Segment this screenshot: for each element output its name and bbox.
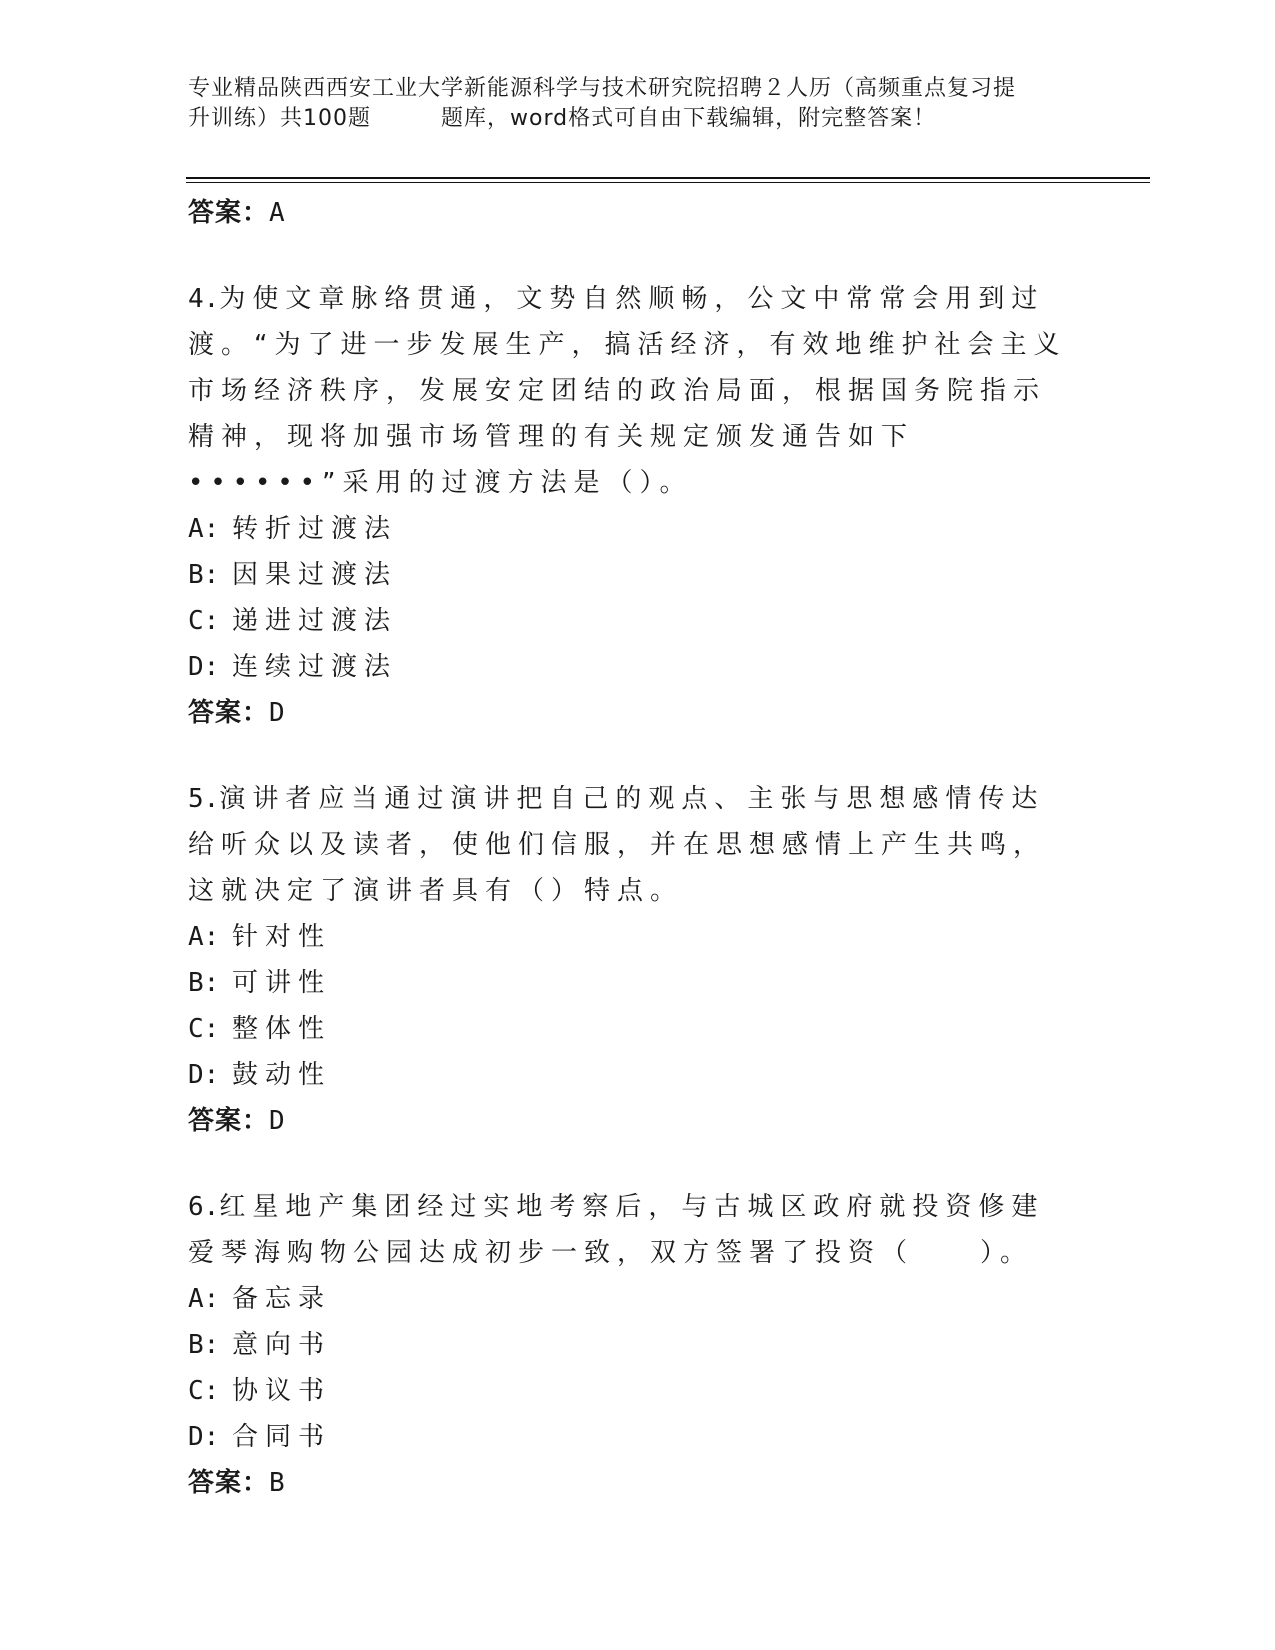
option-key: D: xyxy=(188,1060,220,1090)
option-text: 意向书 xyxy=(232,1330,332,1360)
answer-line xyxy=(188,1460,1068,1506)
option-text: 备忘录 xyxy=(232,1284,332,1314)
option-c xyxy=(188,598,1068,644)
answer-value: B xyxy=(269,1468,286,1498)
answer-line xyxy=(188,690,1068,736)
option-text: 递进过渡法 xyxy=(232,606,398,636)
option-key: B: xyxy=(188,1330,220,1360)
question-number: 5. xyxy=(188,784,220,814)
option-c xyxy=(188,1368,1068,1414)
answer-label: 答案： xyxy=(188,698,270,728)
question-number: 4. xyxy=(188,284,220,314)
option-key: A: xyxy=(188,1284,220,1314)
answer-line xyxy=(188,1098,1068,1144)
answer-label: 答案： xyxy=(188,1106,270,1136)
header-line-1: 专业精品陕西西安工业大学新能源科学与技术研究院招聘２人历（高频重点复习提 xyxy=(188,76,1017,101)
question-5 xyxy=(188,776,1068,1144)
question-body: 红星地产集团经过实地考察后，与古城区政府就投资修建爱琴海购物公园达成初步一致，双方签署了投资（ ）。 xyxy=(188,1192,1045,1268)
option-key: B: xyxy=(188,560,220,590)
option-key: D: xyxy=(188,1422,220,1452)
question-body: 演讲者应当通过演讲把自己的观点、主张与思想感情传达给听众以及读者，使他们信服，并在思想感情上产生共鸣，这就决定了演讲者具有（）特点。 xyxy=(188,784,1047,906)
option-text: 连续过渡法 xyxy=(232,652,398,682)
option-b xyxy=(188,960,1068,1006)
question-text xyxy=(188,776,1068,914)
option-d xyxy=(188,644,1068,690)
question-body: 为使文章脉络贯通，文势自然顺畅，公文中常常会用到过渡。“为了进一步发展生产，搞活经济，有效地维护社会主义市场经济秩序，发展安定团结的政治局面，根据国务院指示精神，现将加强市场管理的有关规定颁发通告如下••••••”采用的过渡方法是（）。 xyxy=(188,284,1067,498)
option-text: 转折过渡法 xyxy=(232,514,398,544)
option-d xyxy=(188,1052,1068,1098)
option-key: A: xyxy=(188,514,220,544)
header-rule-thin xyxy=(186,182,1150,183)
option-text: 合同书 xyxy=(232,1422,332,1452)
option-b xyxy=(188,552,1068,598)
option-b xyxy=(188,1322,1068,1368)
question-6 xyxy=(188,1184,1068,1506)
answer-value: A xyxy=(269,198,286,228)
option-text: 鼓动性 xyxy=(232,1060,332,1090)
option-d xyxy=(188,1414,1068,1460)
header-line-2-left: 升训练）共100题 xyxy=(188,106,371,131)
page-header xyxy=(188,74,1088,134)
answer-line xyxy=(188,190,1068,236)
option-text: 可讲性 xyxy=(232,968,332,998)
header-line-2-right: 题库，word格式可自由下载编辑，附完整答案！ xyxy=(441,106,937,131)
option-key: B: xyxy=(188,968,220,998)
option-key: C: xyxy=(188,1014,220,1044)
option-a xyxy=(188,914,1068,960)
option-key: A: xyxy=(188,922,220,952)
option-text: 针对性 xyxy=(232,922,332,952)
option-key: C: xyxy=(188,1376,220,1406)
answer-value: D xyxy=(269,1106,286,1136)
header-rule-thick xyxy=(186,177,1150,179)
question-4 xyxy=(188,276,1068,736)
option-key: C: xyxy=(188,606,220,636)
option-text: 因果过渡法 xyxy=(232,560,398,590)
option-a xyxy=(188,506,1068,552)
option-key: D: xyxy=(188,652,220,682)
header-line-2 xyxy=(188,104,1088,134)
answer-label: 答案： xyxy=(188,1468,270,1498)
question-list xyxy=(188,190,1068,1506)
answer-value: D xyxy=(269,698,286,728)
question-text xyxy=(188,1184,1068,1276)
option-a xyxy=(188,1276,1068,1322)
question-text xyxy=(188,276,1068,506)
question-number: 6. xyxy=(188,1192,220,1222)
answer-label: 答案： xyxy=(188,198,270,228)
option-text: 协议书 xyxy=(232,1376,332,1406)
option-c xyxy=(188,1006,1068,1052)
option-text: 整体性 xyxy=(232,1014,332,1044)
